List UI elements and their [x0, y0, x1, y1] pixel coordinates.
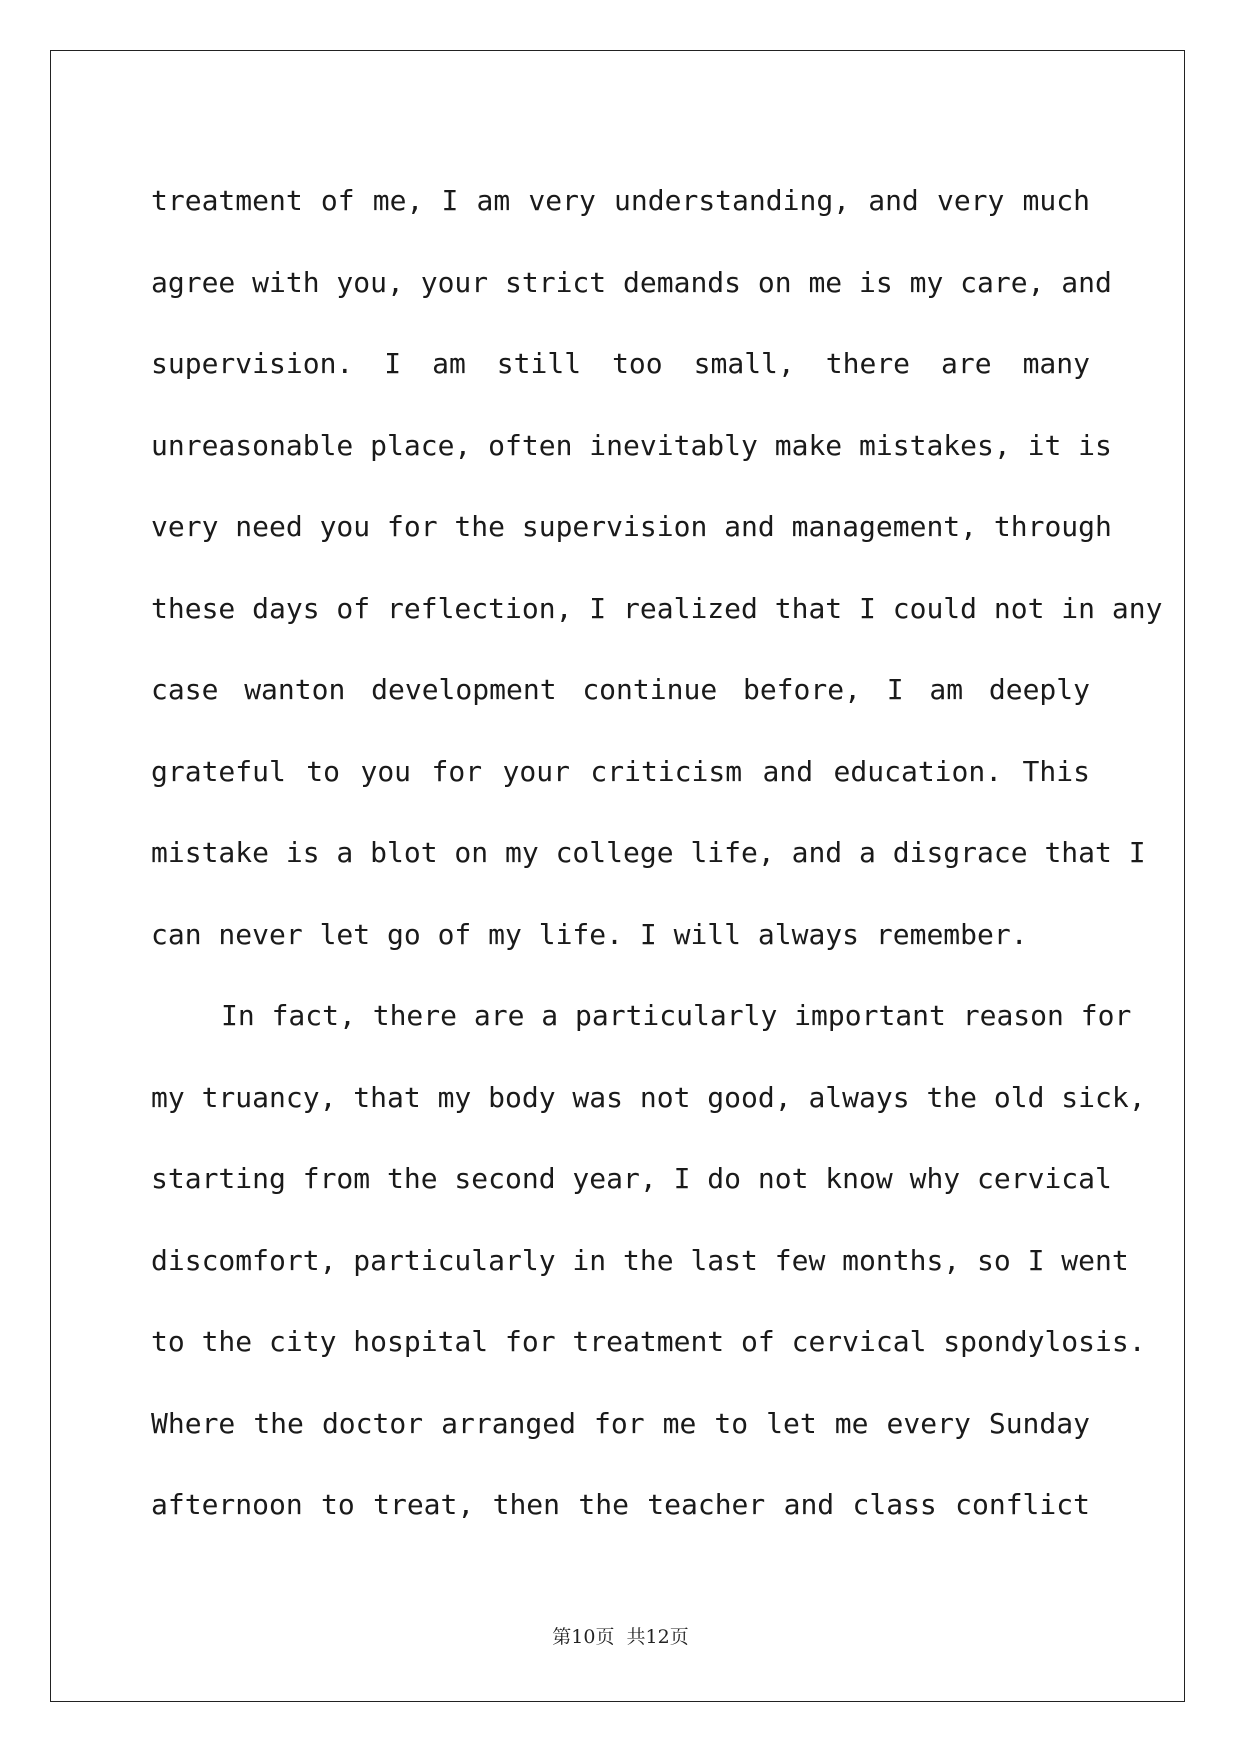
page-number-label: 第10页 共12页 — [552, 1626, 689, 1648]
text-line: unreasonable place, often inevitably make mistakes, it is — [151, 428, 1112, 462]
text-line: my truancy, that my body was not good, always the old sick, — [151, 1080, 1146, 1114]
text-line: mistake is a blot on my college life, and a disgrace that I — [151, 836, 1146, 869]
text-line: starting from the second year, I do not know why cervical — [151, 1162, 1112, 1195]
page-number-footer — [0, 1622, 1241, 1649]
text-line: can never let go of my life. I will always remember. — [151, 917, 1028, 951]
text-line: afternoon to treat, then the teacher and class conflict — [151, 1488, 1090, 1521]
text-line: agree with you, your strict demands on me is my care, and — [151, 265, 1112, 299]
text-line: discomfort, particularly in the last few months, so I went — [151, 1243, 1129, 1277]
text-line: treatment of me, I am very understanding, and very much — [151, 184, 1090, 217]
text-line: Where the doctor arranged for me to let me every Sunday — [151, 1406, 1090, 1440]
text-line: supervision. I am still too small, there are many — [151, 347, 1090, 380]
text-line: these days of reflection, I realized that I could not in any — [151, 591, 1163, 625]
text-line: case wanton development continue before, I am deeply — [151, 673, 1090, 706]
text-line: grateful to you for your criticism and education. This — [151, 754, 1090, 788]
text-line: In fact, there are a particularly important reason for — [221, 999, 1132, 1032]
text-line: very need you for the supervision and management, through — [151, 510, 1112, 543]
document-body — [151, 160, 1163, 1546]
text-line: to the city hospital for treatment of cervical spondylosis. — [151, 1325, 1146, 1358]
